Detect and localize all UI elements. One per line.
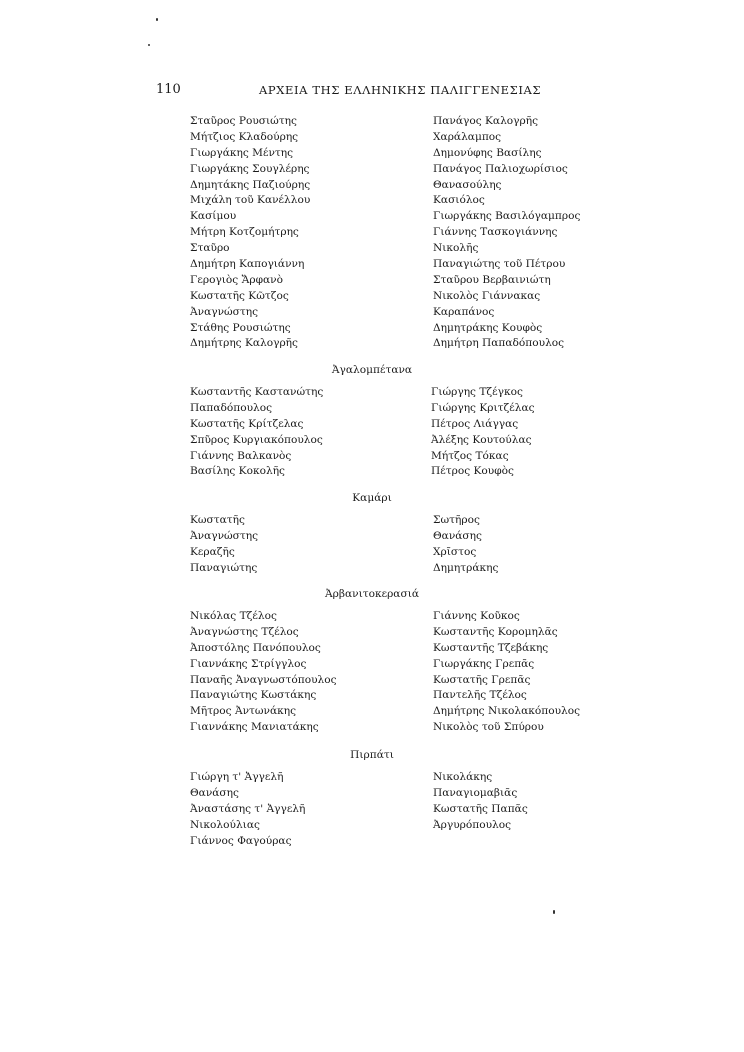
name-entry: Σταῦρο [190, 242, 230, 255]
section-3-right-column [433, 609, 580, 736]
name-entry: Δημήτρης Καλογρῆς [190, 337, 298, 350]
section-heading: Ἀρβανιτοκερασιά [324, 588, 420, 600]
name-entry: Παντελῆς Τζέλος [433, 689, 527, 702]
section-4-left-column [190, 770, 305, 849]
section-heading: Πιρπάτι [350, 749, 394, 761]
name-entry: Κασίμου [190, 210, 237, 223]
name-entry: Γιώργη τ' Ἀγγελῆ [190, 771, 284, 783]
name-entry: Δημήτρη Καπογιάννη [190, 258, 305, 271]
name-entry: Μήτζος Τόκας [431, 449, 509, 462]
name-entry: Πανάγος Καλογρῆς [433, 115, 538, 127]
section-2-right-column [433, 513, 498, 577]
name-entry: Θανάσης [190, 786, 239, 799]
name-entry: Θανάσης [433, 529, 482, 542]
name-entry: Κωστατῆς Γρεπᾶς [433, 673, 531, 686]
name-entry: Γιάννης Βαλκανὸς [190, 449, 292, 462]
name-entry: Πανάγος Παλιοχωρίσιος [433, 162, 568, 175]
name-entry: Ἀναγνώστης [190, 305, 259, 318]
name-entry: Κωσταντῆς Καστανώτης [190, 386, 324, 398]
name-entry: Γερογιὸς Ἄρφανὸ [190, 273, 284, 286]
name-entry: Παπαδόπουλος [190, 401, 273, 414]
name-entry: Παναγιώτης τοῦ Πέτρου [433, 258, 566, 271]
name-entry: Σωτῆρος [433, 514, 480, 526]
name-entry: Δημήτρης Νικολακόπουλος [433, 705, 581, 718]
name-entry: Κωσταντῆς Τζεβάκης [433, 641, 549, 654]
name-entry: Παναγιώτης [190, 561, 258, 574]
name-entry: Κασιόλος [433, 194, 485, 207]
name-entry: Παναγιώτης Κωστάκης [190, 689, 317, 702]
section-3-left-column [190, 609, 337, 736]
name-entry: Παναῆς Ἀναγνωστόπουλος [190, 673, 337, 686]
name-entry: Σπῦρος Κυργιακόπουλος [190, 433, 323, 446]
name-entry: Κωστατῆς Κῶτζος [190, 289, 289, 302]
name-entry: Νικολὸς Γιάννακας [433, 289, 541, 302]
scan-speck [156, 18, 158, 21]
page-header [0, 82, 744, 102]
name-entry: Κωστατῆς Παπᾶς [433, 802, 528, 815]
name-entry: Γιωργάκης Μέντης [190, 146, 294, 159]
section-0-right-column [433, 114, 580, 352]
name-entry: Γιωργάκης Γρεπᾶς [433, 657, 535, 670]
name-entry: Γιάννος Φαγούρας [190, 834, 292, 847]
name-entry: Κωστατῆς [190, 514, 245, 526]
name-entry: Γιαννάκης Μανιατάκης [190, 721, 319, 734]
name-entry: Ἀποστόλης Πανόπουλος [190, 641, 321, 654]
name-entry: Γιωργάκης Βασιλόγαμπρος [433, 210, 581, 223]
name-entry: Στάθης Ρουσιώτης [190, 321, 291, 334]
name-entry: Δημητάκης Παζιούρης [190, 178, 311, 191]
name-entry: Γιάννης Κοῦκος [433, 610, 520, 622]
name-entry: Βασίλης Κοκολῆς [190, 465, 285, 478]
name-entry: Κεραζῆς [190, 545, 235, 558]
name-entry: Χαράλαμπος [433, 130, 502, 143]
name-entry: Δημήτρη Παπαδόπουλος [433, 337, 565, 350]
name-entry: Νικολῆς [433, 242, 479, 255]
name-entry: Μῆτρος Ἀντωνάκης [190, 705, 297, 718]
name-entry: Δημητράκης [433, 561, 499, 574]
scan-speck [553, 910, 555, 914]
name-entry: Γιώργης Τζέγκος [431, 386, 523, 398]
name-entry: Γιαννάκης Στρίγγλος [190, 657, 307, 670]
section-0-left-column [190, 114, 310, 352]
name-entry: Δημητράκης Κουφὸς [433, 321, 543, 334]
name-entry: Ἀλέξης Κουτούλας [431, 433, 532, 446]
section-1-left-column [190, 385, 323, 480]
section-1-right-column [431, 385, 535, 480]
name-entry: Καραπάνος [433, 305, 495, 318]
section-heading: Καμάρι [352, 492, 392, 504]
name-entry: Νικολάκης [433, 771, 493, 783]
page-number: 110 [156, 82, 181, 97]
name-entry: Κωσταντῆς Κορομηλᾶς [433, 625, 558, 638]
name-entry: Πέτρος Κουφὸς [431, 465, 514, 478]
section-2-left-column [190, 513, 258, 577]
section-heading: Ἀγαλομπέτανα [331, 364, 413, 376]
name-entry: Ἀναγνώστης Τζέλος [190, 625, 299, 638]
section-4-right-column [433, 770, 528, 834]
name-entry: Σταῦρος Ρουσιώτης [190, 115, 297, 127]
name-entry: Χρῖστος [433, 545, 477, 558]
name-entry: Πέτρος Λιάγγας [431, 417, 519, 430]
name-entry: Παναγιομαβιᾶς [433, 786, 518, 799]
running-title: ΑΡΧΕΙΑ ΤΗΣ ΕΛΛΗΝΙΚΗΣ ΠΑΛΙΓΓΕΝΕΣΙΑΣ [259, 83, 542, 97]
name-entry: Μιχάλη τοῦ Κανέλλου [190, 194, 311, 207]
name-entry: Ἀργυρόπουλος [433, 818, 512, 831]
name-entry: Κωστατῆς Κρίτζελας [190, 417, 304, 430]
name-entry: Γιώργης Κριτζέλας [431, 401, 535, 414]
name-entry: Ἀναστάσης τ' Ἀγγελῆ [190, 802, 306, 815]
name-entry: Δημονύφης Βασίλης [433, 146, 542, 159]
name-entry: Μήτζιος Κλαδούρης [190, 130, 299, 143]
name-entry: Γιωργάκης Σουγλέρης [190, 162, 310, 175]
name-entry: Νικολὸς τοῦ Σπύρου [433, 721, 544, 734]
name-entry: Μήτρη Κοτζομήτρης [190, 226, 299, 239]
name-entry: Σταῦρου Βερβαινιώτη [433, 273, 551, 286]
name-entry: Θανασούλης [433, 178, 502, 191]
name-entry: Ἀναγνώστης [190, 529, 259, 542]
name-entry: Νικολούλιας [190, 818, 260, 831]
name-entry: Νικόλας Τζέλος [190, 610, 277, 622]
scan-speck [148, 44, 150, 46]
name-entry: Γιάννης Τασκογιάννης [433, 226, 558, 239]
